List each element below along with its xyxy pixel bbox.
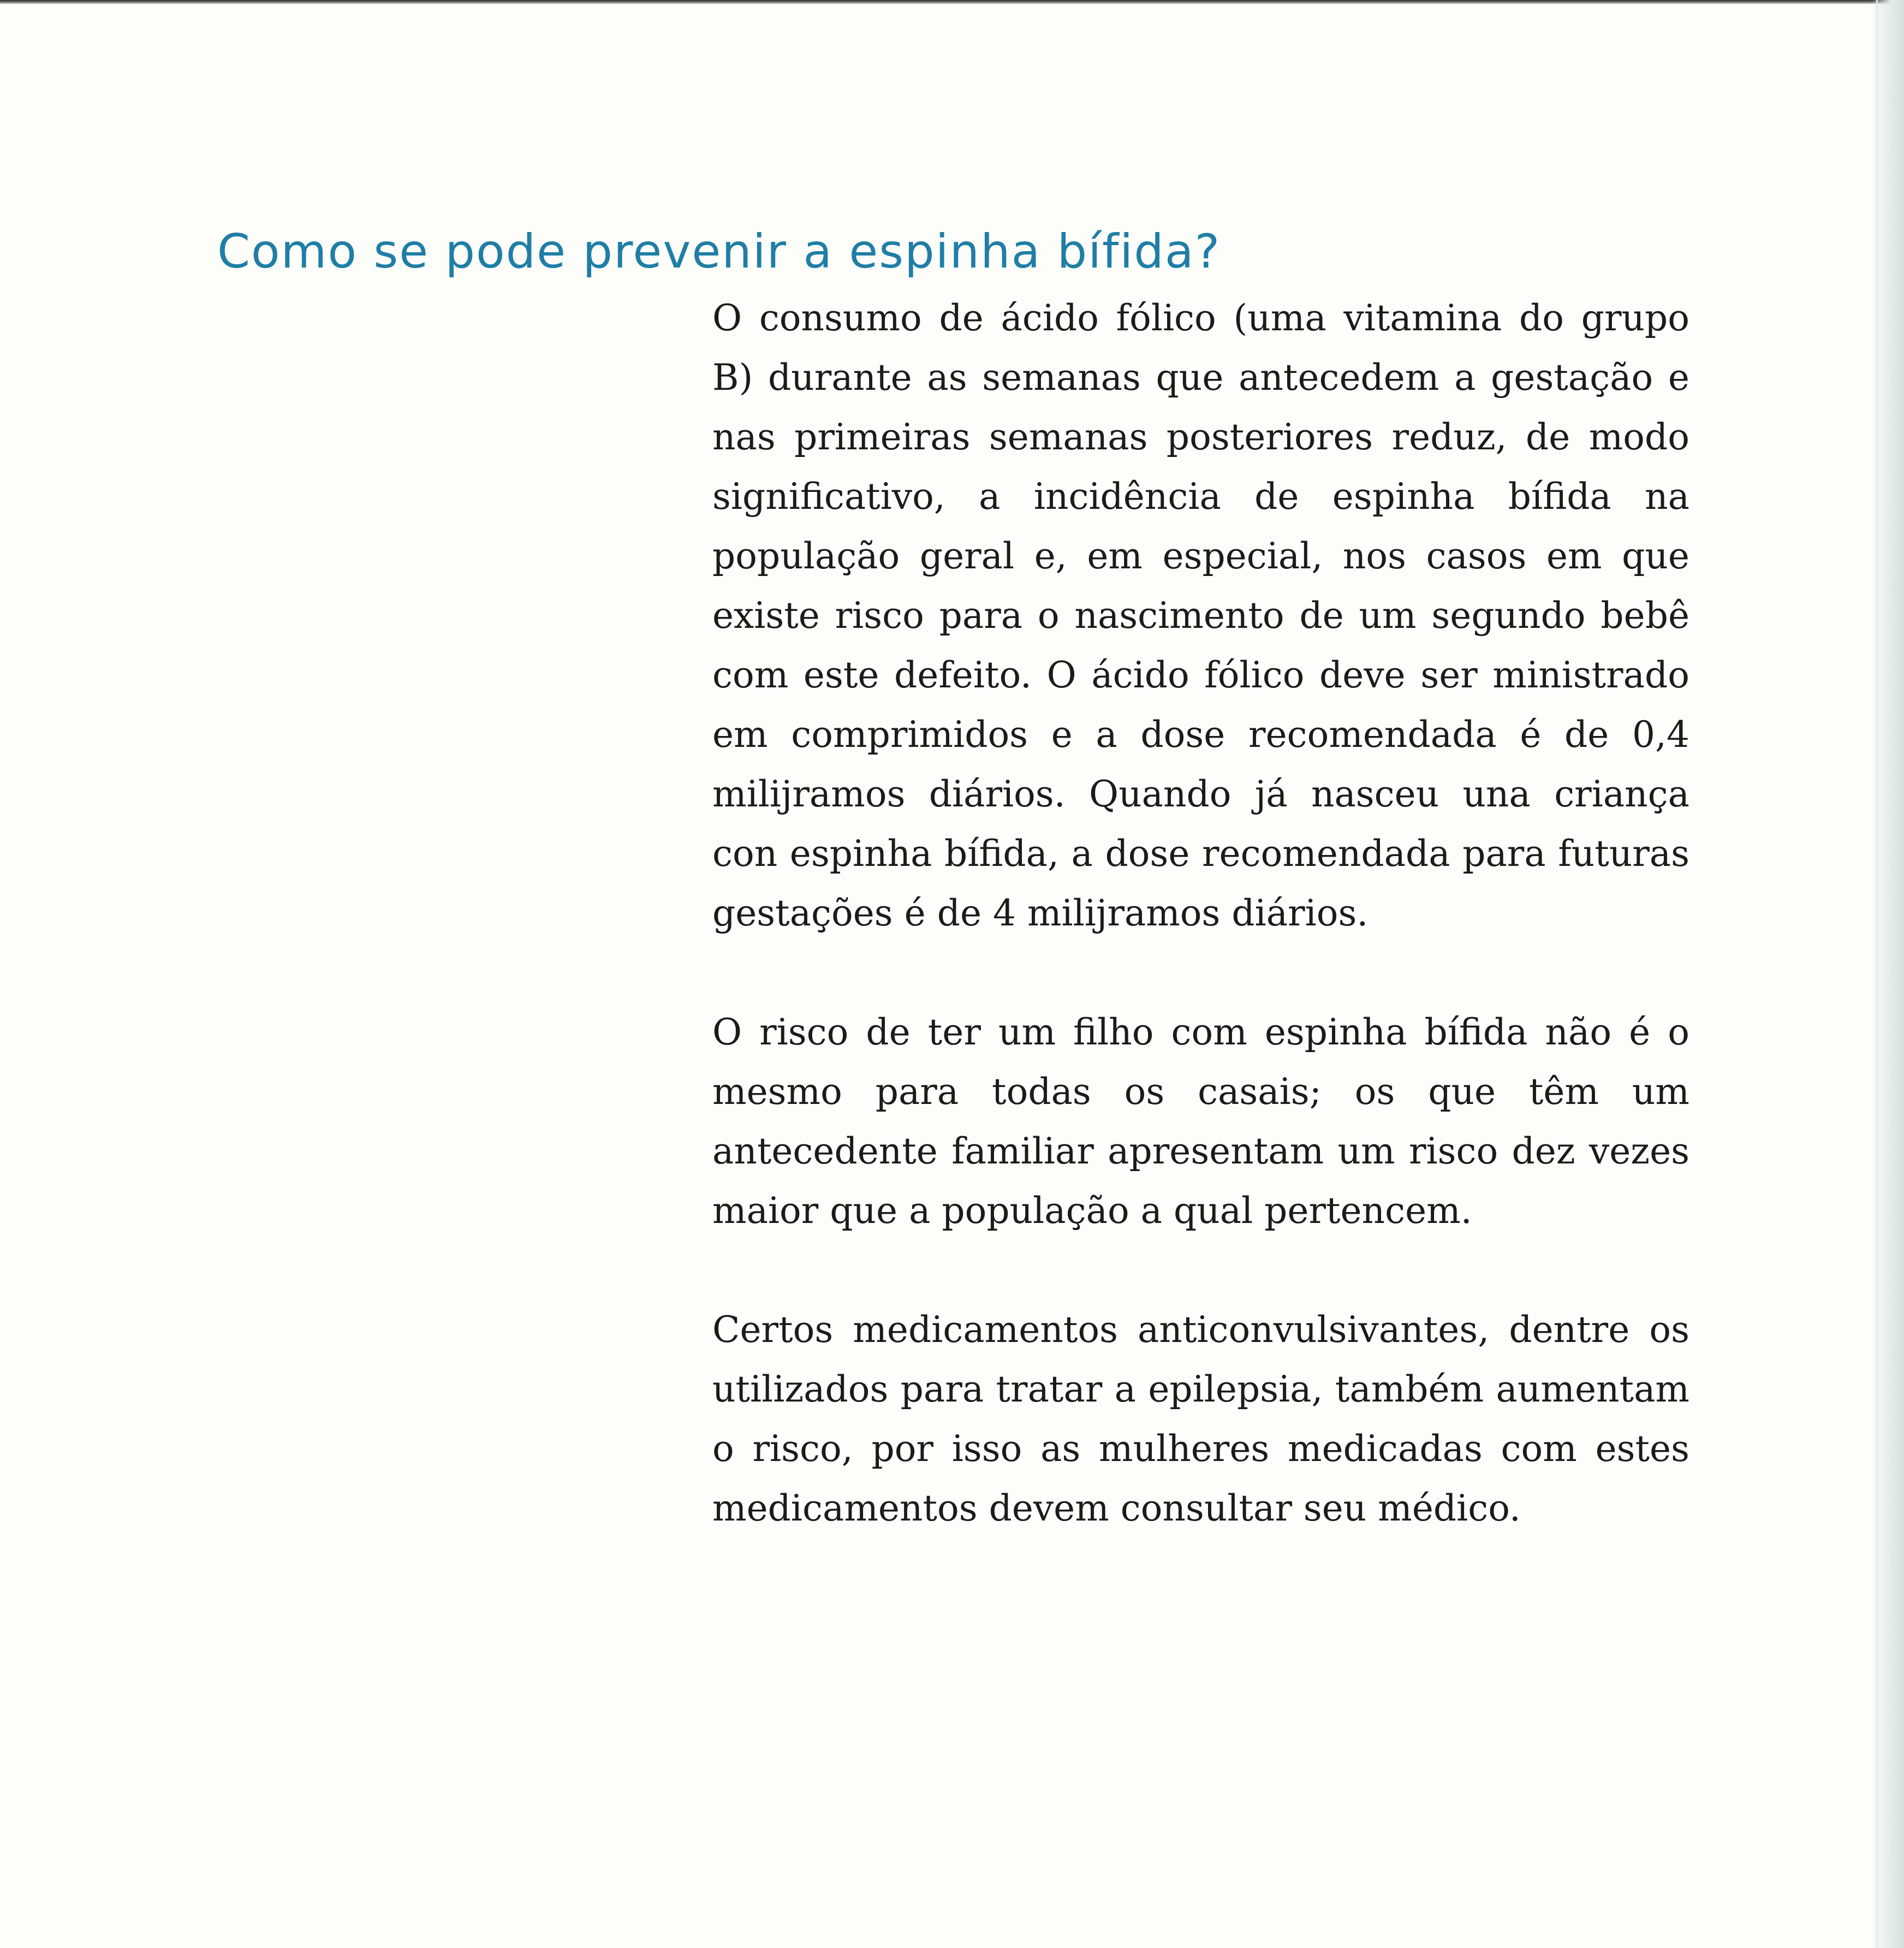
paragraph-folic-acid: O consumo de ácido fólico (uma vitamina do grupo B) durante as semanas que antecedem a gestação e nas primeiras semanas posteriores reduz, de modo significativo, a incidência de espinha bífida na população geral e, em especial, nos casos em que existe risco para o nascimento de um segundo bebê com este defeito. O ácido fólico deve ser ministrado em comprimidos e a dose recomendada é de 0,4 milijramos diários. Quando já nasceu una criança con espinha bífida, a dose recomendada para futuras gestações é de 4 milijramos diários.	[712, 297, 1689, 934]
paragraph-medications: Certos medicamentos anticonvulsivantes, dentre os utilizados para tratar a epilepsia, também aumentam o risco, por isso as mulheres medicadas com estes medicamentos devem consultar seu médico.	[712, 1309, 1689, 1529]
paragraph-family-risk: O risco de ter um filho com espinha bífida não é o mesmo para todas os casais; os que têm um antecedente familiar apresentam um risco dez vezes maior que a população a qual pertencem.	[712, 1011, 1689, 1232]
scan-top-edge	[0, 0, 1904, 4]
page-fold-line	[1876, 0, 1878, 1948]
body-text	[712, 288, 1689, 1538]
section-heading: Como se pode prevenir a espinha bífida?	[217, 224, 1221, 279]
